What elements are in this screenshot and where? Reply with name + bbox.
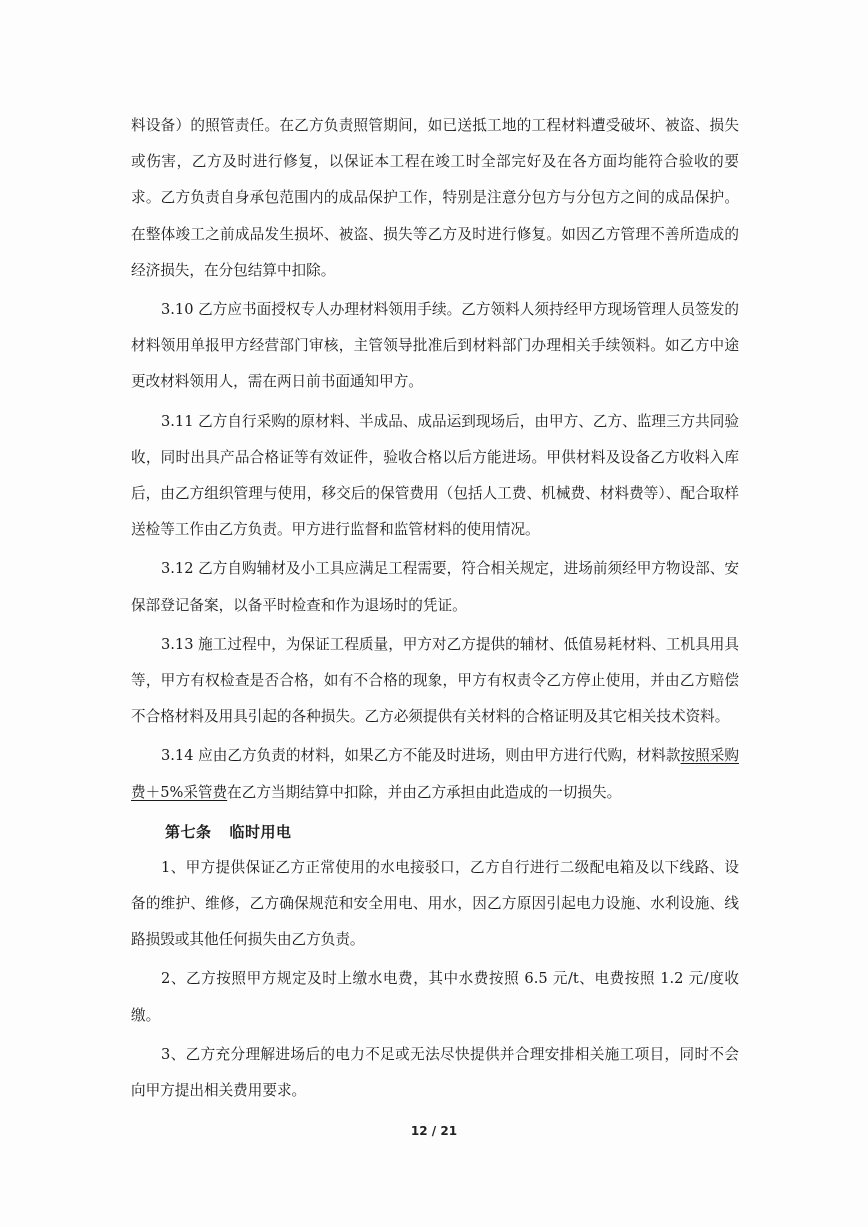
clause-3-14-underlined-terms: 按照采购费＋5%采管费 bbox=[131, 747, 739, 801]
section-title: 临时用电 bbox=[229, 822, 292, 841]
clause-3-14-text-end: 在乙方当期结算中扣除，并由乙方承担由此造成的一切损失。 bbox=[227, 783, 622, 801]
section-heading bbox=[131, 814, 739, 850]
clause-3-11: 3.11 乙方自行采购的原材料、半成品、成品运到现场后，由甲方、乙方、监理三方共同验收，同时出具产品合格证等有效证件，验收合格以后方能进场。甲供材料及设备乙方收料入库后，由乙方组织管理与使用，移交后的保管费用（包括人工费、机械费、材料费等）、配合取样送检等工作由乙方负责。甲方进行监督和监管材料的使用情况。 bbox=[131, 412, 739, 539]
section-number: 第七条 bbox=[165, 822, 212, 841]
page-body bbox=[131, 108, 739, 1109]
clause-3-12: 3.12 乙方自购辅材及小工具应满足工程需要，符合相关规定，进场前须经甲方物设部、安保部登记备案，以备平时检查和作为退场时的凭证。 bbox=[131, 560, 739, 614]
clause-3-10: 3.10 乙方应书面授权专人办理材料领用手续。乙方领料人须持经甲方现场管理人员签发的材料领用单报甲方经营部门审核，主管领导批准后到材料部门办理相关手续领料。如乙方中途更改材料领用人，需在两日前书面通知甲方。 bbox=[131, 301, 739, 391]
paragraph-continuation: 料设备）的照管责任。在乙方负责照管期间，如已送抵工地的工程材料遭受破坏、被盗、损失或伤害，乙方及时进行修复，以保证本工程在竣工时全部完好及在各方面均能符合验收的要求。乙方负责自身承包范围内的成品保护工作，特别是注意分包方与分包方之间的成品保护。在整体竣工之前成品发生损坏、被盗、损失等乙方及时进行修复。如因乙方管理不善所造成的经济损失，在分包结算中扣除。 bbox=[131, 117, 739, 279]
electricity-item-1: 1、甲方提供保证乙方正常使用的水电接驳口，乙方自行进行二级配电箱及以下线路、设备的维护、维修，乙方确保规范和安全用电、用水，因乙方原因引起电力设施、水利设施、线路损毁或其他任何损失由乙方负责。 bbox=[131, 858, 739, 949]
clause-3-13: 3.13 施工过程中，为保证工程质量，甲方对乙方提供的辅材、低值易耗材料、工机具用具等，甲方有权检查是否合格，如有不合格的现象，甲方有权责令乙方停止使用，并由乙方赔偿不合格材料及用具引起的各种损失。乙方必须提供有关材料的合格证明及其它相关技术资料。 bbox=[131, 635, 739, 726]
page-number: 12 / 21 bbox=[410, 1124, 458, 1138]
clause-3-14-text: 3.14 应由乙方负责的材料，如果乙方不能及时进场，则由甲方进行代购，材料款 bbox=[161, 747, 681, 765]
clause-3-14 bbox=[131, 738, 739, 810]
electricity-item-2: 2、乙方按照甲方规定及时上缴水电费，其中水费按照 6.5 元/t、电费按照 1.2 元/度收缴。 bbox=[131, 970, 739, 1024]
electricity-item-3: 3、乙方充分理解进场后的电力不足或无法尽快提供并合理安排相关施工项目，同时不会向甲方提出相关费用要求。 bbox=[131, 1045, 739, 1100]
